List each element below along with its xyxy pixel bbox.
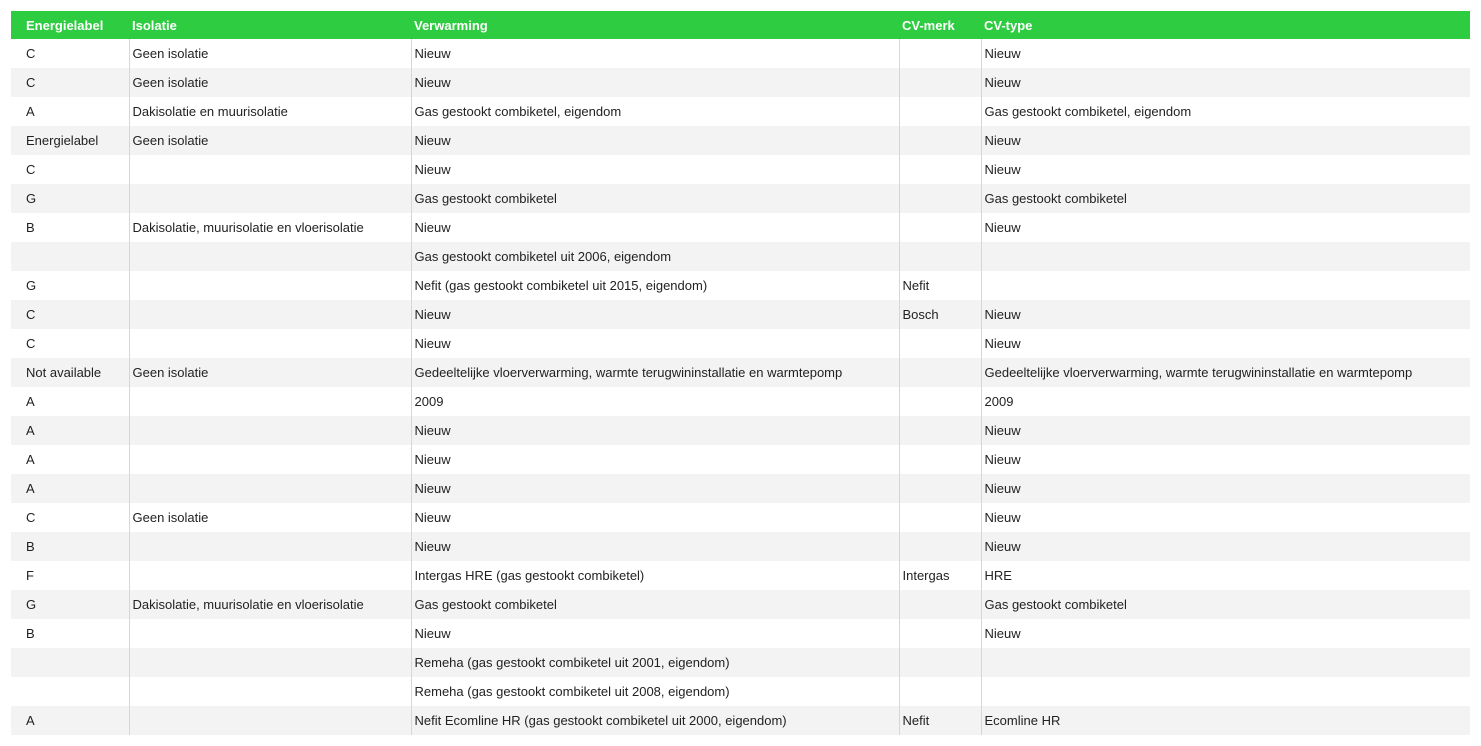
table-row: [11, 68, 1470, 97]
cv-merk-cell: [899, 184, 981, 213]
cv-type-cell: Nieuw: [984, 220, 1021, 235]
verwarming-cell: Gas gestookt combiketel uit 2006, eigendom: [411, 242, 899, 271]
table-row: [11, 648, 1470, 677]
cv-type-cell: [981, 648, 1470, 677]
energielabel-cell: B: [11, 532, 129, 561]
energielabel-cell: A: [11, 387, 129, 416]
isolatie-cell: [129, 300, 411, 329]
verwarming-cell: Nieuw: [411, 474, 899, 503]
cv-type-cell: Ecomline HR: [984, 713, 1061, 728]
verwarming-cell: Remeha (gas gestookt combiketel uit 2008, eigendom): [411, 677, 899, 706]
table-row: [11, 184, 1470, 213]
cv-merk-cell: [899, 213, 981, 242]
energielabel-cell: Not available: [11, 358, 129, 387]
cv-merk-cell: Nefit: [899, 706, 981, 735]
cv-type-cell: [981, 677, 1470, 706]
energielabel-cell: C: [11, 68, 129, 97]
energielabel-cell: A: [11, 474, 129, 503]
table-row: [11, 532, 1470, 561]
table-body: [11, 39, 1470, 735]
table-row: [11, 242, 1470, 271]
isolatie-cell: [129, 387, 411, 416]
isolatie-cell: [129, 271, 411, 300]
cv-merk-cell: [899, 590, 981, 619]
energielabel-cell: Energielabel: [11, 126, 129, 155]
cv-type-cell: Gas gestookt combiketel: [984, 191, 1127, 206]
energielabel-cell: B: [11, 213, 129, 242]
table-row: [11, 126, 1470, 155]
isolatie-cell: [129, 445, 411, 474]
column-header-cv-merk[interactable]: CV-merk: [902, 17, 955, 33]
verwarming-cell: Nieuw: [411, 126, 899, 155]
verwarming-cell: Nieuw: [411, 329, 899, 358]
isolatie-cell: [129, 416, 411, 445]
isolatie-cell: Dakisolatie, muurisolatie en vloerisolatie: [129, 213, 411, 242]
cv-merk-cell: [899, 242, 981, 271]
table-row: [11, 39, 1470, 68]
cv-merk-cell: [899, 155, 981, 184]
energielabel-cell: C: [11, 503, 129, 532]
isolatie-cell: [129, 329, 411, 358]
energielabel-cell: [11, 648, 129, 677]
isolatie-cell: [129, 242, 411, 271]
energielabel-cell: G: [11, 184, 129, 213]
isolatie-cell: Geen isolatie: [129, 39, 411, 68]
isolatie-cell: [129, 474, 411, 503]
cv-type-cell: Nieuw: [984, 133, 1021, 148]
cv-merk-cell: [899, 39, 981, 68]
table-row: [11, 503, 1470, 532]
verwarming-cell: Nieuw: [411, 300, 899, 329]
cv-type-cell: Nieuw: [984, 336, 1021, 351]
energielabel-cell: A: [11, 445, 129, 474]
cv-merk-cell: [899, 416, 981, 445]
verwarming-cell: Nieuw: [411, 445, 899, 474]
verwarming-cell: Gas gestookt combiketel: [411, 184, 899, 213]
cv-type-cell: Gedeeltelijke vloerverwarming, warmte terugwininstallatie en warmtepomp: [984, 365, 1413, 380]
energielabel-cell: F: [11, 561, 129, 590]
cv-merk-cell: [899, 387, 981, 416]
table-row: [11, 706, 1470, 735]
table-header: [11, 11, 1470, 39]
isolatie-cell: [129, 706, 411, 735]
cv-type-cell: Gas gestookt combiketel: [984, 597, 1127, 612]
cv-type-cell: Nieuw: [984, 307, 1021, 322]
verwarming-cell: Nefit (gas gestookt combiketel uit 2015, eigendom): [411, 271, 899, 300]
table-row: [11, 155, 1470, 184]
cv-merk-cell: [899, 126, 981, 155]
cv-type-cell: Nieuw: [984, 75, 1021, 90]
table-row: [11, 677, 1470, 706]
table-row: [11, 358, 1470, 387]
cv-merk-cell: [899, 68, 981, 97]
energielabel-cell: A: [11, 97, 129, 126]
data-table: [11, 11, 1470, 735]
table-row: [11, 329, 1470, 358]
isolatie-cell: [129, 619, 411, 648]
verwarming-cell: Remeha (gas gestookt combiketel uit 2001, eigendom): [411, 648, 899, 677]
verwarming-cell: Gedeeltelijke vloerverwarming, warmte terugwininstallatie en warmtepomp: [411, 358, 899, 387]
cv-merk-cell: Intergas: [899, 561, 981, 590]
cv-type-cell: Nieuw: [984, 481, 1021, 496]
cv-type-cell: HRE: [984, 568, 1012, 583]
energielabel-cell: A: [11, 706, 129, 735]
column-header-isolatie[interactable]: Isolatie: [132, 17, 177, 33]
cv-merk-cell: [899, 329, 981, 358]
cv-type-cell: [981, 271, 1470, 300]
cv-type-cell: Nieuw: [984, 46, 1021, 61]
table-row: [11, 619, 1470, 648]
cv-type-cell: Nieuw: [984, 452, 1021, 467]
verwarming-cell: Nieuw: [411, 503, 899, 532]
isolatie-cell: [129, 648, 411, 677]
isolatie-cell: Geen isolatie: [129, 68, 411, 97]
verwarming-cell: 2009: [411, 387, 899, 416]
isolatie-cell: Geen isolatie: [129, 126, 411, 155]
cv-type-cell: Nieuw: [984, 539, 1021, 554]
energielabel-cell: C: [11, 329, 129, 358]
verwarming-cell: Gas gestookt combiketel: [411, 590, 899, 619]
isolatie-cell: [129, 184, 411, 213]
energielabel-cell: C: [11, 300, 129, 329]
cv-merk-cell: [899, 97, 981, 126]
cv-merk-cell: [899, 648, 981, 677]
isolatie-cell: Geen isolatie: [129, 503, 411, 532]
cv-type-cell: Nieuw: [984, 510, 1021, 525]
column-header-cv-type[interactable]: CV-type: [984, 17, 1033, 33]
energielabel-cell: B: [11, 619, 129, 648]
isolatie-cell: [129, 677, 411, 706]
cv-merk-cell: [899, 503, 981, 532]
table-row: [11, 213, 1470, 242]
energielabel-cell: A: [11, 416, 129, 445]
verwarming-cell: Nefit Ecomline HR (gas gestookt combiketel uit 2000, eigendom): [411, 706, 899, 735]
header-row: [11, 11, 1470, 39]
cv-type-cell: Nieuw: [984, 423, 1021, 438]
cv-type-cell: 2009: [984, 394, 1014, 409]
energielabel-cell: C: [11, 155, 129, 184]
table-row: [11, 474, 1470, 503]
verwarming-cell: Nieuw: [411, 68, 899, 97]
cv-type-cell: Nieuw: [984, 162, 1021, 177]
energielabel-cell: G: [11, 590, 129, 619]
table-row: [11, 387, 1470, 416]
energielabel-cell: [11, 242, 129, 271]
table-row: [11, 445, 1470, 474]
data-table-container: [11, 11, 1470, 735]
table-row: [11, 97, 1470, 126]
cv-merk-cell: Bosch: [899, 300, 981, 329]
table-row: [11, 271, 1470, 300]
cv-merk-cell: [899, 677, 981, 706]
verwarming-cell: Nieuw: [411, 619, 899, 648]
cv-type-cell: Gas gestookt combiketel, eigendom: [984, 104, 1192, 119]
cv-merk-cell: [899, 358, 981, 387]
column-header-energielabel[interactable]: Energielabel: [26, 17, 104, 33]
cv-merk-cell: [899, 619, 981, 648]
isolatie-cell: Geen isolatie: [129, 358, 411, 387]
energielabel-cell: C: [11, 39, 129, 68]
verwarming-cell: Nieuw: [411, 416, 899, 445]
cv-merk-cell: [899, 532, 981, 561]
isolatie-cell: [129, 155, 411, 184]
verwarming-cell: Nieuw: [411, 213, 899, 242]
table-row: [11, 300, 1470, 329]
column-header-verwarming[interactable]: Verwarming: [414, 17, 488, 33]
energielabel-cell: [11, 677, 129, 706]
verwarming-cell: Gas gestookt combiketel, eigendom: [411, 97, 899, 126]
isolatie-cell: Dakisolatie, muurisolatie en vloerisolatie: [129, 590, 411, 619]
isolatie-cell: [129, 532, 411, 561]
cv-type-cell: Nieuw: [984, 626, 1021, 641]
cv-type-cell: [981, 242, 1470, 271]
isolatie-cell: Dakisolatie en muurisolatie: [129, 97, 411, 126]
energielabel-cell: G: [11, 271, 129, 300]
table-row: [11, 561, 1470, 590]
table-row: [11, 590, 1470, 619]
verwarming-cell: Nieuw: [411, 39, 899, 68]
verwarming-cell: Nieuw: [411, 532, 899, 561]
cv-merk-cell: [899, 474, 981, 503]
isolatie-cell: [129, 561, 411, 590]
cv-merk-cell: Nefit: [899, 271, 981, 300]
verwarming-cell: Intergas HRE (gas gestookt combiketel): [411, 561, 899, 590]
cv-merk-cell: [899, 445, 981, 474]
table-row: [11, 416, 1470, 445]
verwarming-cell: Nieuw: [411, 155, 899, 184]
